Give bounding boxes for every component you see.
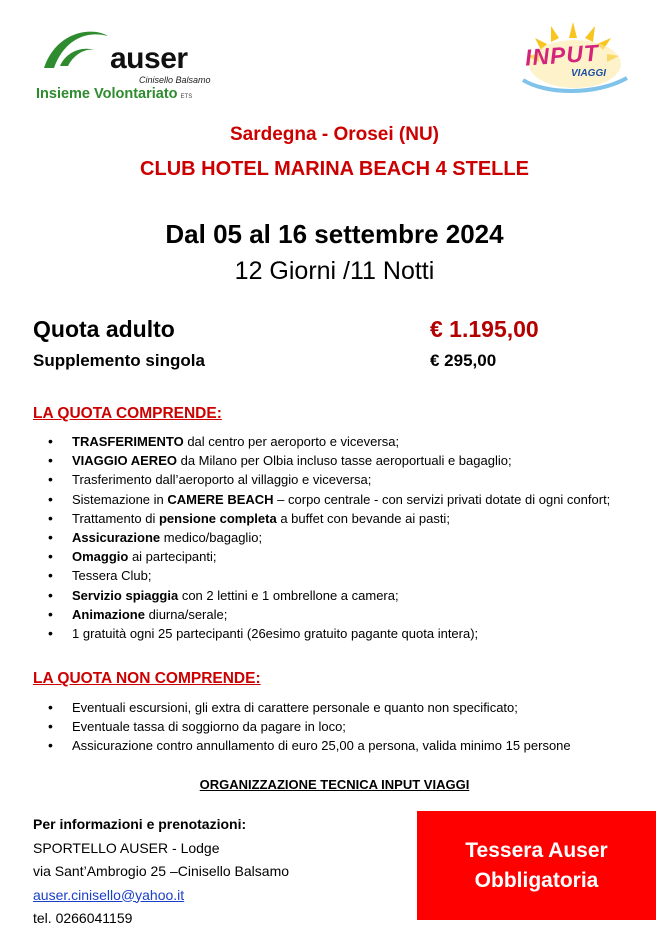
- list-item: • 1 gratuità ogni 25 partecipanti (26esimo gratuito pagante quota intera);: [48, 624, 638, 643]
- list-item: • Servizio spiaggia con 2 lettini e 1 ombrellone a camera;: [48, 586, 638, 605]
- organization-note: ORGANIZZAZIONE TECNICA INPUT VIAGGI: [199, 777, 470, 792]
- notice-line-2: Obbligatoria: [474, 868, 599, 892]
- adult-price-label: Quota adulto: [33, 316, 175, 342]
- auser-logo-tagline-suffix: ETS: [180, 94, 193, 100]
- auser-logo-name: auser: [110, 42, 188, 75]
- input-logo-subtitle: VIAGGI: [571, 68, 607, 79]
- hotel-title: CLUB HOTEL MARINA BEACH 4 STELLE: [140, 158, 529, 180]
- list-item: • Trasferimento dall’aeroporto al villaggio e viceversa;: [48, 470, 638, 489]
- list-item: • TRASFERIMENTO dal centro per aeroporto e viceversa;: [48, 432, 638, 451]
- included-list: [48, 432, 638, 643]
- list-item: • Animazione diurna/serale;: [48, 605, 638, 624]
- duration-heading: 12 Giorni /11 Notti: [234, 257, 435, 285]
- auser-swoosh-icon: [36, 22, 116, 82]
- contact-address: via Sant’Ambrogio 25 –Cinisello Balsamo: [33, 863, 290, 879]
- list-item: • Sistemazione in CAMERE BEACH – corpo centrale - con servizi privati dotate di ogni confort;: [48, 490, 638, 509]
- list-item: • Assicurazione medico/bagaglio;: [48, 528, 638, 547]
- list-item: • Eventuale tassa di soggiorno da pagare in loco;: [48, 717, 638, 736]
- contact-block: [33, 813, 289, 931]
- input-viaggi-logo: [515, 20, 635, 100]
- list-item: • Eventuali escursioni, gli extra di carattere personale e quanto non specificato;: [48, 698, 638, 717]
- contact-phone: tel. 0266041159: [33, 910, 133, 926]
- auser-logo-subtitle: Cinisello Balsamo: [139, 75, 211, 85]
- list-item: • Trattamento di pensione completa a buffet con bevande ai pasti;: [48, 509, 638, 528]
- mandatory-card-notice: [417, 811, 656, 920]
- auser-logo-tagline: Insieme Volontariato ETS: [36, 86, 193, 102]
- contact-email-link[interactable]: auser.cinisello@yahoo.it: [33, 886, 185, 903]
- auser-logo: [36, 22, 236, 112]
- included-heading: LA QUOTA COMPRENDE:: [33, 405, 222, 422]
- excluded-list: [48, 698, 638, 756]
- contact-office: SPORTELLO AUSER - Lodge: [33, 839, 220, 856]
- excluded-heading: LA QUOTA NON COMPRENDE:: [33, 670, 261, 687]
- dates-heading: Dal 05 al 16 settembre 2024: [165, 219, 504, 249]
- adult-price-value: € 1.195,00: [430, 316, 539, 342]
- input-logo-name: INPUT: [524, 39, 600, 71]
- list-item: • Omaggio ai partecipanti;: [48, 547, 638, 566]
- list-item: • VIAGGIO AEREO da Milano per Olbia incluso tasse aeroportuali e bagaglio;: [48, 451, 638, 470]
- single-supplement-value: € 295,00: [430, 351, 497, 370]
- location-title: Sardegna - Orosei (NU): [229, 124, 440, 145]
- list-item: • Assicurazione contro annullamento di euro 25,00 a persona, valida minimo 15 persone: [48, 736, 638, 755]
- single-supplement-label: Supplemento singola: [33, 351, 205, 370]
- contact-title: Per informazioni e prenotazioni:: [33, 816, 247, 832]
- list-item: • Tessera Club;: [48, 566, 638, 585]
- notice-line-1: Tessera Auser: [465, 838, 608, 862]
